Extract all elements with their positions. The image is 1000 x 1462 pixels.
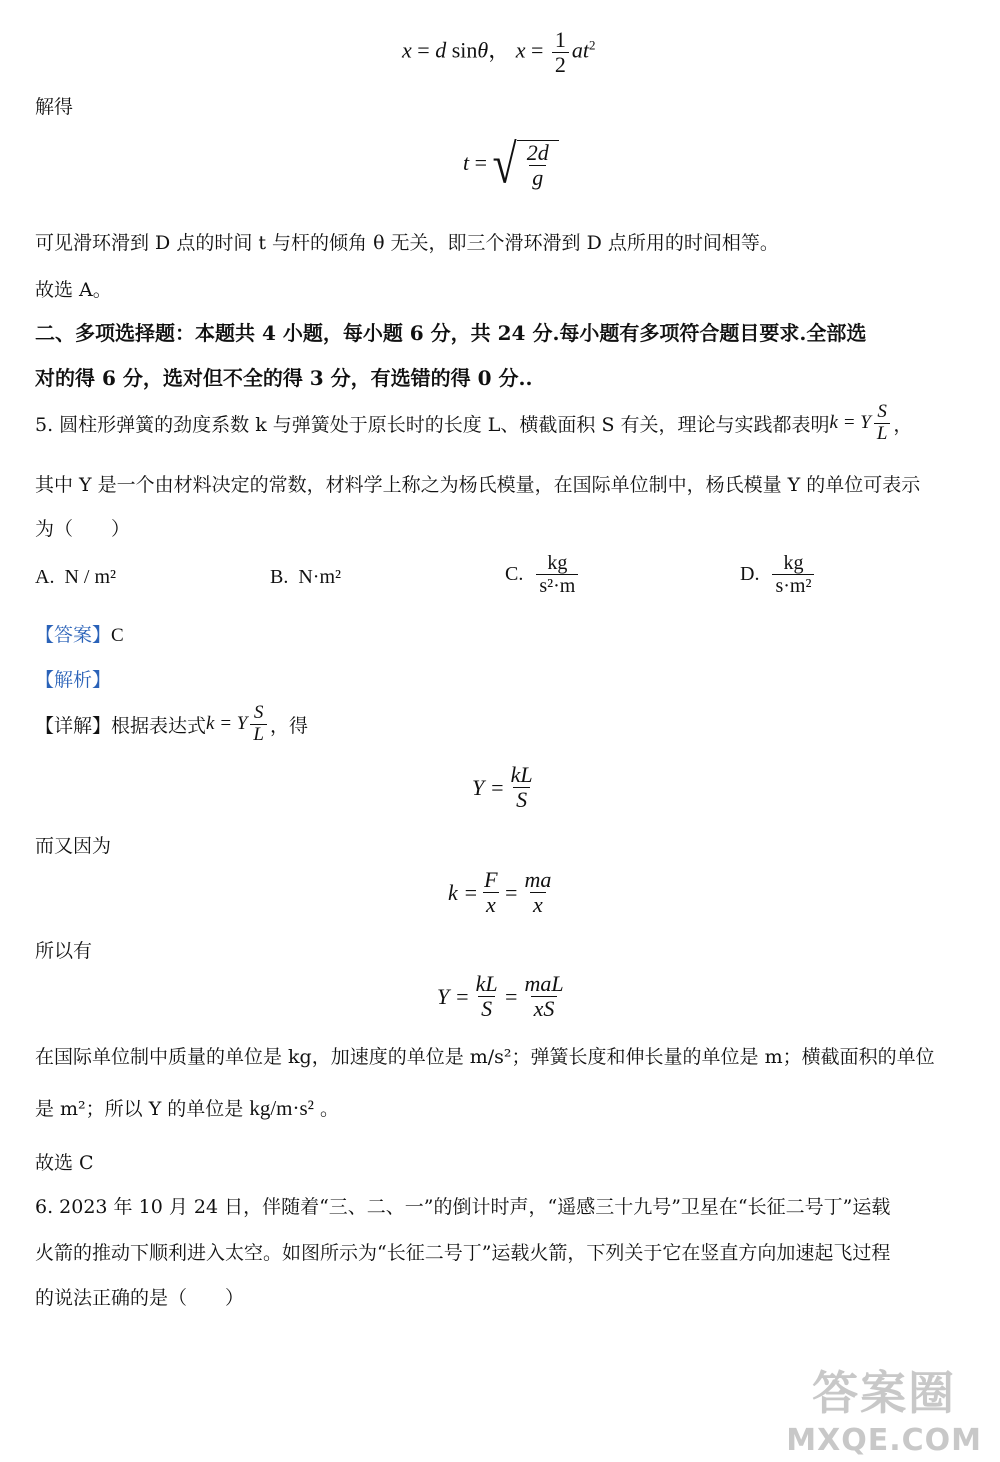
equation-Y2: Y = $\frac{kL}{S}$ = $\frac{\text{maL}}{xS}$ — [437, 971, 564, 1022]
text-choose-a: 故选 A。 — [35, 279, 112, 301]
q6-line3: 的说法正确的是（ ） — [35, 1287, 245, 1309]
answer-line: 【答案】C — [35, 624, 124, 646]
option-b: B. N·m² — [270, 566, 341, 588]
text-choose-c: 故选 C — [35, 1152, 94, 1174]
q6-line1: 6. 2023 年 10 月 24 日，伴随着“三、二、一”的倒计时声，“遥感三十九号”卫星在“长征二号丁”运载 — [35, 1196, 891, 1218]
text-youyin: 而又因为 — [35, 835, 112, 857]
equation-t: t = √ $\frac{2d}{g}$ — [463, 140, 559, 190]
equation-Y1: Y = $\frac{kL}{S}$ — [472, 762, 533, 813]
option-c: C. $\frac{kg}{\text{s²·m}}$ — [505, 552, 581, 597]
equation-x: x = d sinθ， x = $\frac{1}{2}$ $at^2$ — [402, 27, 596, 78]
watermark-logo: 答案圈 MXQE.COM — [786, 1366, 982, 1458]
q5-line2: 其中 Y 是一个由材料决定的常数，材料学上称之为杨氏模量，在国际单位制中，杨氏模量 Y 的单位可表示 — [35, 474, 921, 496]
text-suoyi: 所以有 — [35, 940, 93, 962]
equation-k: k = $\frac{F}{x}$ = $\frac{ma}{x}$ — [448, 867, 552, 918]
units-line2: 是 m²；所以 Y 的单位是 kg/m·s² 。 — [35, 1096, 340, 1120]
q5-line3: 为（ ） — [35, 518, 131, 540]
section-heading-line2: 对的得 6 分，选对但不全的得 3 分，有选错的得 0 分.. — [35, 366, 533, 390]
units-line1: 在国际单位制中质量的单位是 kg，加速度的单位是 m/s²；弹簧长度和伸长量的单位是 m；横截面积的单位 — [35, 1046, 935, 1068]
text-jiede: 解得 — [35, 96, 74, 118]
detail-line: 【详解】 根据表达式 k = Y $\frac{S}{L}$ ，得 — [35, 702, 308, 745]
q5-line1: 5. 圆柱形弹簧的劲度系数 k 与弹簧处于原长时的长度 L、横截面积 S 有关，理论与实践都表明 k = Y $\frac{S}{L}$ ， — [35, 401, 913, 444]
q6-line2: 火箭的推动下顺利进入太空。如图所示为“长征二号丁”运载火箭，下列关于它在竖直方向加速起飞过程 — [35, 1242, 891, 1264]
option-a: A. N / m² — [35, 566, 117, 588]
text-conclusion: 可见滑环滑到 D 点的时间 t 与杆的倾角 θ 无关，即三个滑环滑到 D 点所用的时间相等。 — [35, 232, 779, 254]
section-heading-line1: 二、多项选择题：本题共 4 小题，每小题 6 分，共 24 分.每小题有多项符合题目要求.全部选 — [35, 321, 867, 345]
option-d: D. $\frac{kg}{\text{s·m²}}$ — [740, 552, 817, 597]
analysis-tag: 【解析】 — [35, 669, 112, 691]
